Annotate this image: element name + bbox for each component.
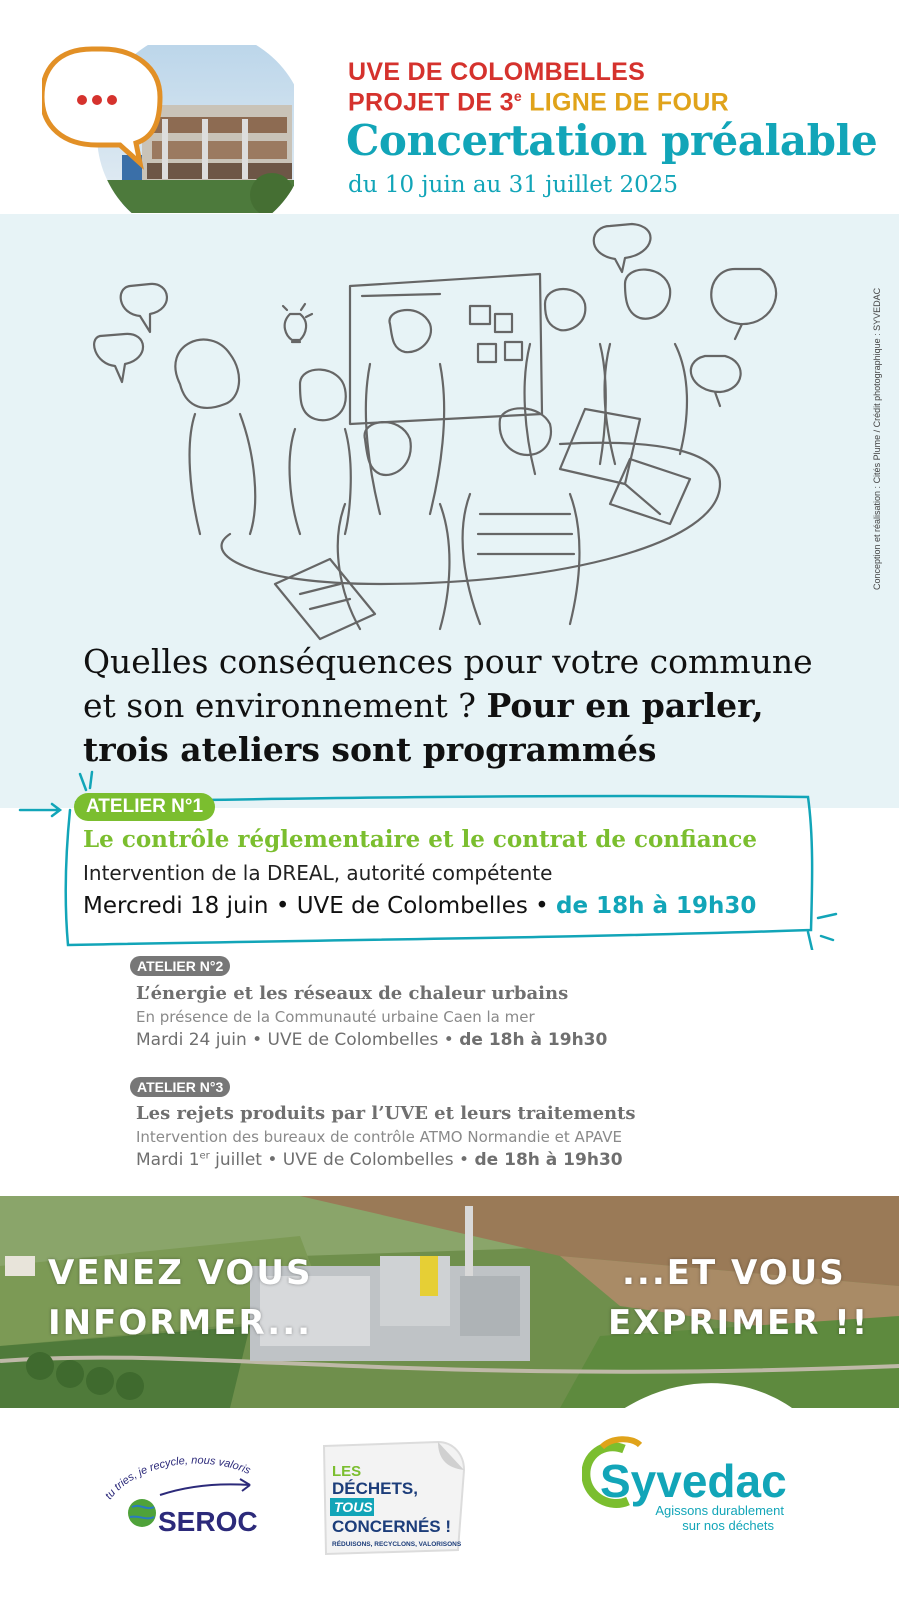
svg-text:DÉCHETS,: DÉCHETS, <box>332 1479 418 1498</box>
atelier3-subtitle: Intervention des bureaux de contrôle ATMO Normandie et APAVE <box>136 1128 622 1146</box>
banner-right-text: ...ET VOUS EXPRIMER !! <box>608 1253 870 1343</box>
header-location: UVE DE COLOMBELLES <box>348 58 646 86</box>
atelier2-title: L’énergie et les réseaux de chaleur urbains <box>136 983 569 1004</box>
intro-question: Quelles conséquences pour votre commune et son environnement ? Pour en parler, trois ateliers sont programmés <box>83 642 813 769</box>
page-title: Concertation préalable <box>346 116 878 165</box>
svg-text:Syvedac: Syvedac <box>600 1455 787 1507</box>
svg-text:CONCERNÉS !: CONCERNÉS ! <box>332 1517 452 1536</box>
photo-credit: Conception et réalisation : Cités Plume / Crédit photographique : SYVEDAC <box>872 287 882 590</box>
svg-text:sur nos déchets: sur nos déchets <box>682 1518 774 1533</box>
atelier2-date: Mardi 24 juin • UVE de Colombelles • de 18h à 19h30 <box>136 1030 608 1050</box>
syvedac-logo <box>582 1435 792 1539</box>
dechets-logo <box>318 1440 468 1560</box>
svg-text:LES: LES <box>332 1463 362 1480</box>
atelier1-date: Mercredi 18 juin • UVE de Colombelles • de 18h à 19h30 <box>83 893 757 919</box>
atelier1-title: Le contrôle réglementaire et le contrat de confiance <box>83 826 758 853</box>
banner-left-text: VENEZ VOUS INFORMER... <box>48 1253 313 1343</box>
svg-text:tu tries, je recycle, nous val: tu tries, je recycle, nous valoris <box>102 1455 253 1502</box>
footer-corner <box>800 1450 899 1599</box>
svg-text:TOUS: TOUS <box>334 1499 373 1515</box>
workshop-illustration <box>0 214 899 644</box>
atelier1-subtitle: Intervention de la DREAL, autorité compétente <box>83 861 553 885</box>
svg-text:Agissons durablement: Agissons durablement <box>655 1503 784 1518</box>
header-photo <box>42 45 294 213</box>
svg-text:RÉDUISONS, RECYCLONS, VALORISO: RÉDUISONS, RECYCLONS, VALORISONS <box>332 1541 462 1548</box>
svg-text:SEROC: SEROC <box>158 1506 258 1535</box>
atelier1-badge: ATELIER N°1 <box>74 793 215 821</box>
atelier2-subtitle: En présence de la Communauté urbaine Caen la mer <box>136 1008 535 1026</box>
atelier3-date: Mardi 1er juillet • UVE de Colombelles • de 18h à 19h30 <box>136 1150 623 1170</box>
atelier3-title: Les rejets produits par l’UVE et leurs traitements <box>136 1103 636 1124</box>
atelier3-badge: ATELIER N°3 <box>130 1077 230 1097</box>
concertation-dates: du 10 juin au 31 juillet 2025 <box>348 172 678 198</box>
header-project: PROJET DE 3e LIGNE DE FOUR <box>348 88 729 117</box>
atelier2-badge: ATELIER N°2 <box>130 956 230 976</box>
seroc-logo <box>100 1455 260 1535</box>
